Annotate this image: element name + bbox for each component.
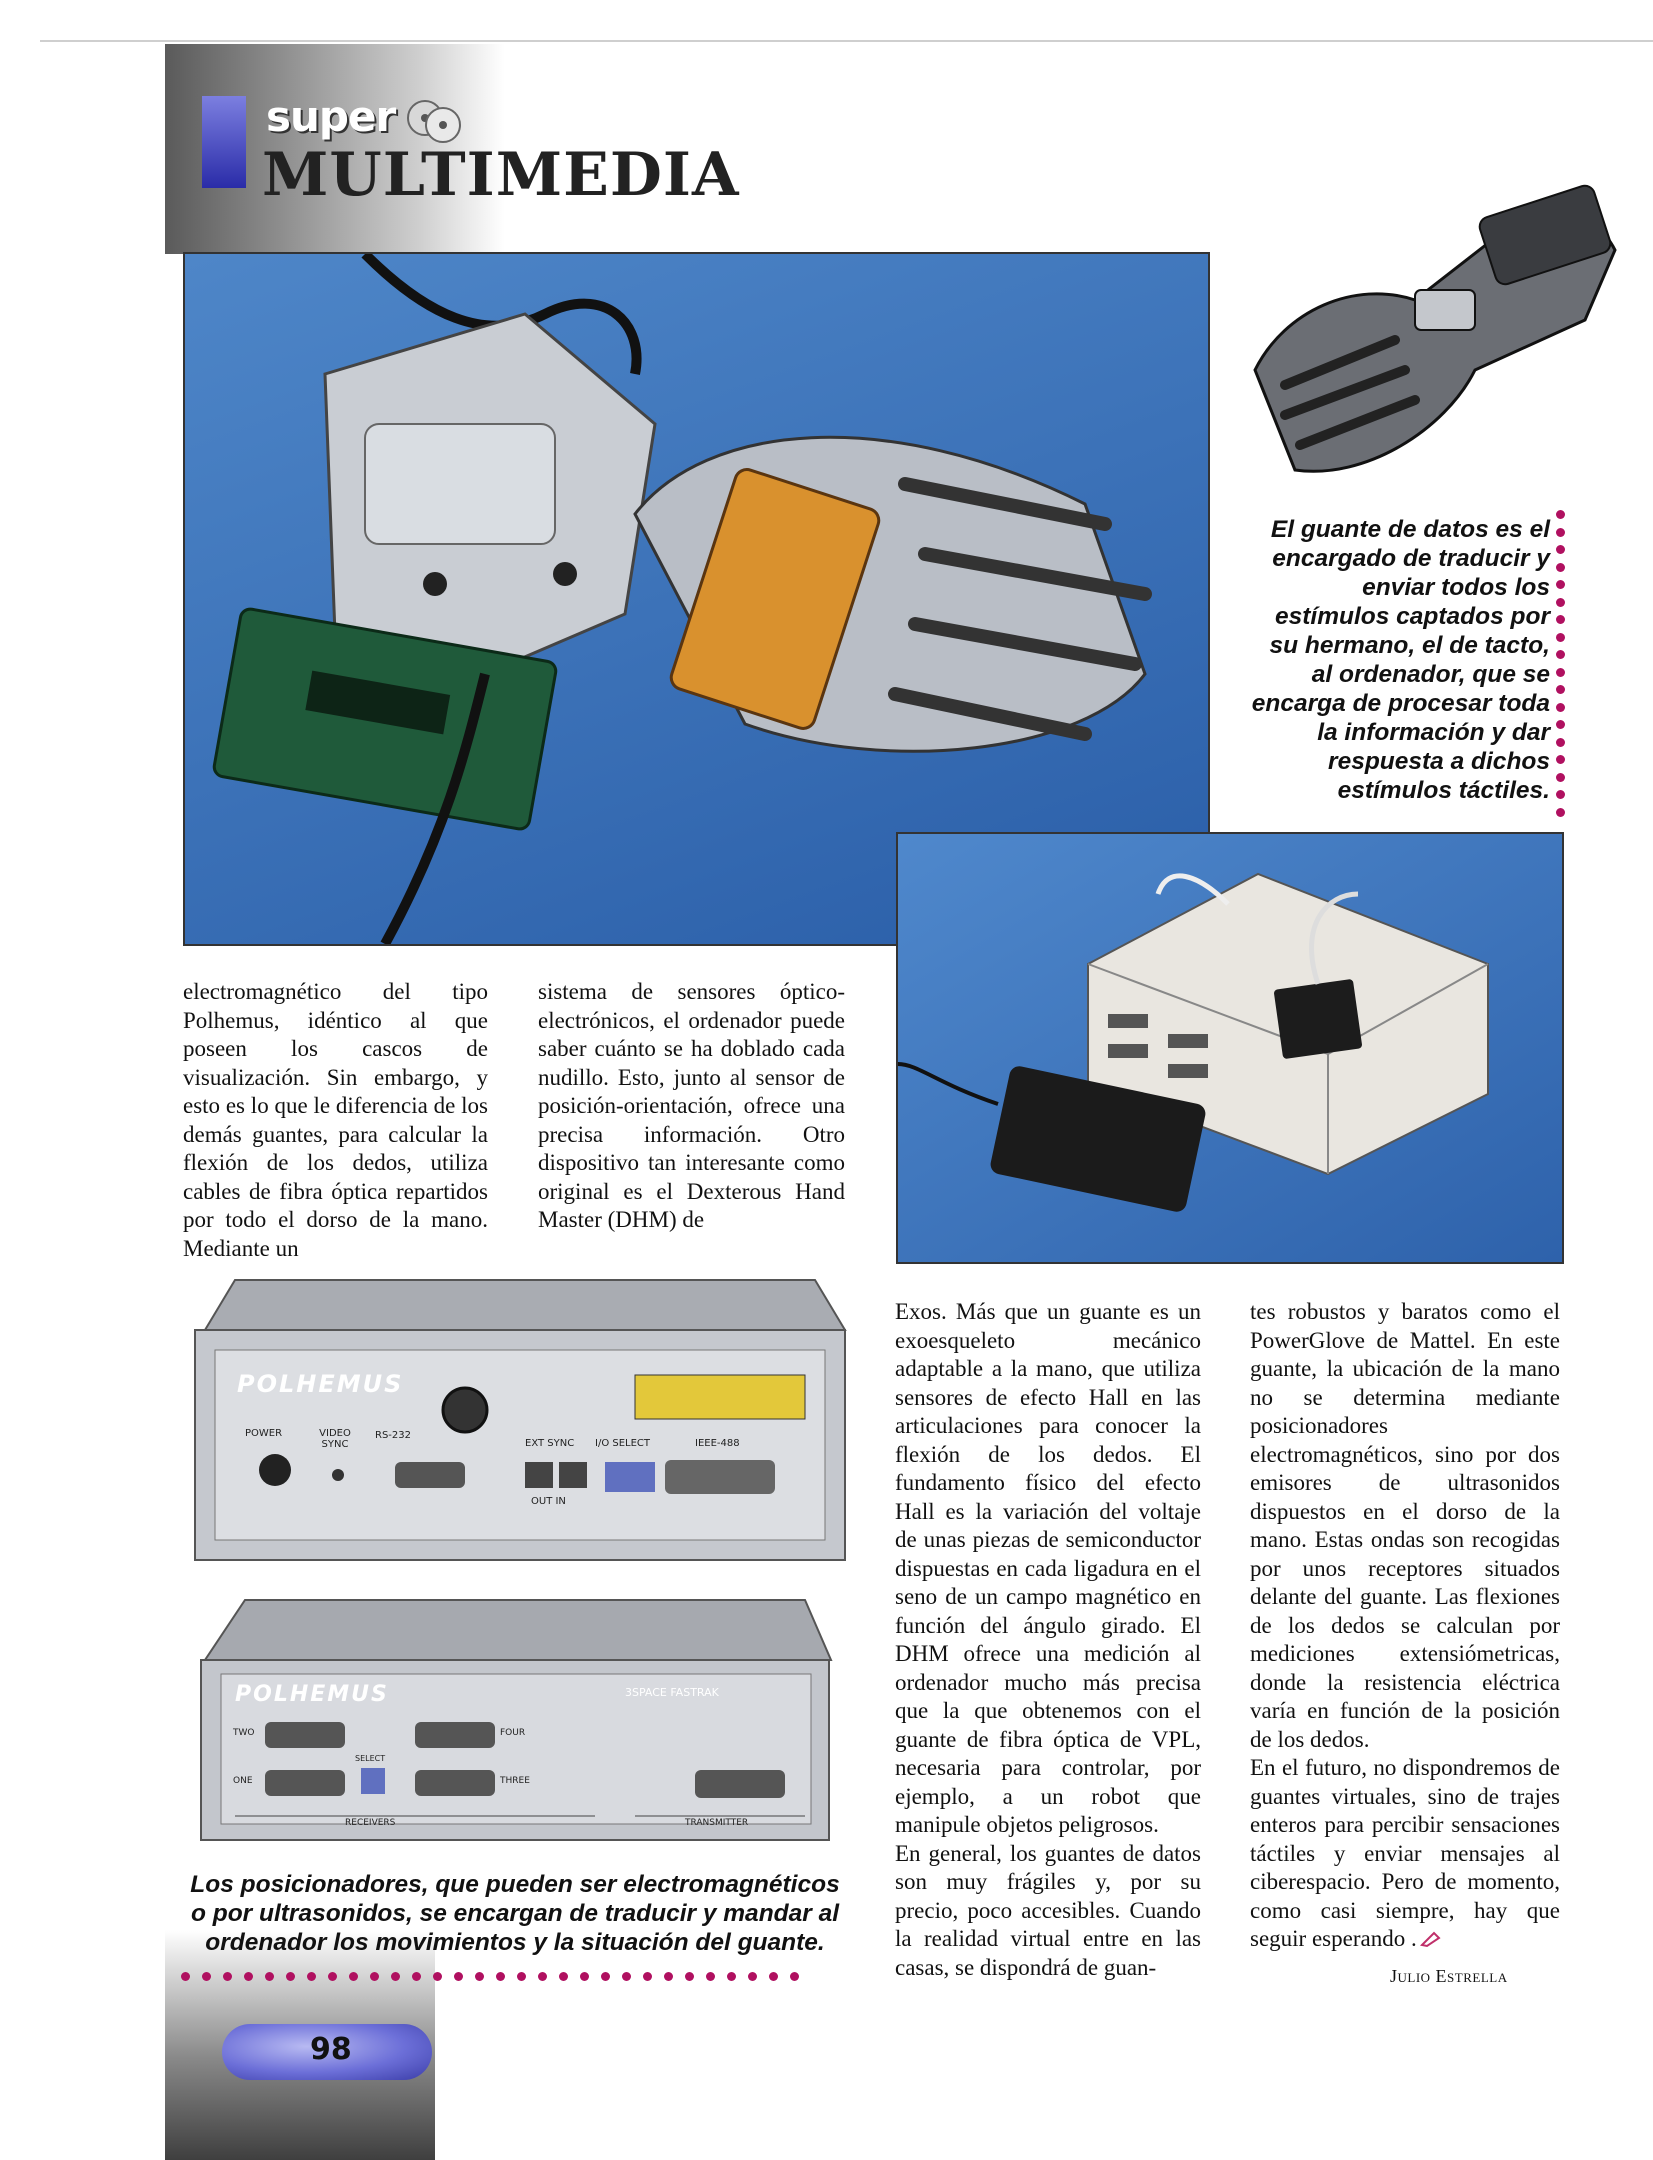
dot	[1556, 633, 1565, 642]
article-column-2	[538, 978, 845, 1235]
dot	[475, 1972, 484, 1981]
dot	[391, 1972, 400, 1981]
dot	[1556, 738, 1565, 747]
dot	[223, 1972, 232, 1981]
dot	[1556, 580, 1565, 589]
dot	[580, 1972, 589, 1981]
dot	[1556, 773, 1565, 782]
dot	[454, 1972, 463, 1981]
dot	[1556, 598, 1565, 607]
page-number: 98	[310, 2032, 352, 2067]
dot	[769, 1972, 778, 1981]
column-4-paragraph-1: tes robustos y baratos como el PowerGlove de Mattel. En este guante, la ubicación de la mano no se determina mediante posicionadores electromagnéticos, sino por dos emisores de ultrasonidos dispuestos en el dorso de la mano. Estas ondas son recogidas por unos receptores situados delante del guante. Las flexiones de los dedos se calculan por mediciones extensiómetricas, donde la resistencia eléctrica varía en función de la posición de los dedos.	[1250, 1299, 1560, 1752]
cd-discs-icon	[405, 98, 463, 144]
powerglove-illustration	[1245, 170, 1625, 500]
four-label: FOUR	[500, 1728, 526, 1738]
column-3-paragraph-1: Exos. Más que un guante es un exoesqueleto mecánico adaptable a la mano, que utiliza sensores de efecto Hall en las articulaciones para conocer la flexión de los dedos. El fundamento físico del efecto Hall es la variación del voltaje de unas piezas de semiconductor dispuestas en cada ligadura en el seno de un campo magnético en función del ángulo girado. El DHM ofrece una medición al ordenador mucho más precisa que la que obtenemos con el guante de fibra óptica de VPL, necesaria para controlar, por ejemplo, a un robot que manipule objetos peligrosos.	[895, 1299, 1201, 1837]
dot	[790, 1972, 799, 1981]
dot	[1556, 808, 1565, 817]
io-select-label: I/O SELECT	[595, 1438, 651, 1449]
power-label: POWER	[245, 1428, 283, 1439]
fastrak-logo: POLHEMUS	[235, 1682, 389, 1707]
dot	[1556, 563, 1565, 572]
rs232-label: RS-232	[375, 1430, 411, 1441]
dot	[517, 1972, 526, 1981]
caption-dot-row	[175, 1968, 805, 1986]
article-column-3	[895, 1298, 1201, 1982]
dot	[496, 1972, 505, 1981]
brand-super: super	[266, 92, 396, 141]
dot	[1556, 545, 1565, 554]
dot	[706, 1972, 715, 1981]
dot	[370, 1972, 379, 1981]
select-label: SELECT	[355, 1754, 386, 1763]
dot	[202, 1972, 211, 1981]
dot	[559, 1972, 568, 1981]
caption-dot-column	[1556, 510, 1568, 825]
brand-color-bar	[202, 96, 246, 188]
column-4-paragraph-2-text: En el futuro, no dispondremos de guantes virtuales, sino de trajes enteros para percibir sensaciones táctiles y enviar mensajes al ciberespacio. Pero de momento, como casi siempre, hay que seguir esperando .	[1250, 1755, 1560, 1951]
ieee-label: IEEE-488	[695, 1438, 740, 1449]
ext-sync-label: EXT SYNC	[525, 1438, 575, 1449]
powerglove-photo	[1245, 170, 1625, 500]
dot	[538, 1972, 547, 1981]
dot	[349, 1972, 358, 1981]
dot	[1556, 703, 1565, 712]
dot	[1556, 720, 1565, 729]
polhemus-unit-photo	[175, 1270, 851, 1580]
dot	[1556, 510, 1565, 519]
dot	[1556, 650, 1565, 659]
transmitter-label: TRANSMITTER	[685, 1818, 749, 1828]
dot	[328, 1972, 337, 1981]
column-1-text: electromagnético del tipo Polhemus, idéntico al que poseen los cascos de visualización. Sin embargo, y esto es lo que le diferencia de los demás guantes, para calcular la flexión de los dedos, utiliza cables de fibra óptica repartidos por todo el dorso de la mano. Mediante un	[183, 979, 488, 1261]
article-column-4	[1250, 1298, 1560, 1954]
tracker-unit-illustration	[898, 834, 1562, 1262]
dot	[307, 1972, 316, 1981]
dot	[727, 1972, 736, 1981]
polhemus-logo: POLHEMUS	[237, 1370, 404, 1398]
article-column-1	[183, 978, 488, 1263]
author-byline: Julio Estrella	[1390, 1966, 1508, 1986]
out-in-label: OUT IN	[531, 1496, 566, 1507]
dot	[265, 1972, 274, 1981]
video-sync-label: VIDEO SYNC	[319, 1428, 351, 1450]
glove-caption: El guante de datos es el encargado de traducir y enviar todos los estímulos captados por su hermano, el de tacto, al ordenador, que se encarga de procesar toda la información y dar respuesta a dichos estímulos táctiles.	[1251, 516, 1550, 804]
dot	[748, 1972, 757, 1981]
dot	[664, 1972, 673, 1981]
end-mark-icon	[1420, 1930, 1442, 1948]
positioners-caption: Los posicionadores, que pueden ser electromagnéticos o por ultrasonidos, se encargan de traducir y mandar al ordenador los movimientos y la situación del guante.	[190, 1871, 840, 1956]
dot	[1556, 755, 1565, 764]
dot	[286, 1972, 295, 1981]
dot	[685, 1972, 694, 1981]
dot	[412, 1972, 421, 1981]
dot	[643, 1972, 652, 1981]
dot	[1556, 790, 1565, 799]
column-2-text: sistema de sensores óptico-electrónicos, el ordenador puede saber cuánto se ha doblado cada nudillo. Esto, junto al sensor de posición-orientación, ofrece una precisa información. Otro dispositivo tan interesante como original es el Dexterous Hand Master (DHM) de	[538, 979, 845, 1232]
dot	[1556, 685, 1565, 694]
tracker-unit-photo	[896, 832, 1564, 1264]
column-3-paragraph-2: En general, los guantes de datos son muy frágiles y, por su precio, poco accesibles. Cuando la realidad virtual entre en las casas, se dispondrá de guan-	[895, 1840, 1201, 1980]
dot	[181, 1972, 190, 1981]
one-label: ONE	[233, 1776, 253, 1786]
section-title: MULTIMEDIA	[262, 140, 740, 210]
dot	[1556, 668, 1565, 677]
top-rule	[40, 40, 1653, 42]
column-4-paragraph-2	[1250, 1754, 1560, 1954]
dot	[1556, 615, 1565, 624]
dot	[244, 1972, 253, 1981]
dot	[601, 1972, 610, 1981]
receivers-label: RECEIVERS	[345, 1818, 396, 1828]
polhemus-unit-illustration	[175, 1270, 851, 1580]
fastrak-model-label: 3SPACE FASTRAK	[625, 1686, 719, 1699]
dot	[433, 1972, 442, 1981]
fastrak-unit-photo	[195, 1590, 835, 1850]
dot	[622, 1972, 631, 1981]
two-label: TWO	[233, 1728, 255, 1738]
dot	[1556, 528, 1565, 537]
three-label: THREE	[500, 1776, 530, 1786]
fastrak-unit-illustration	[195, 1590, 835, 1850]
